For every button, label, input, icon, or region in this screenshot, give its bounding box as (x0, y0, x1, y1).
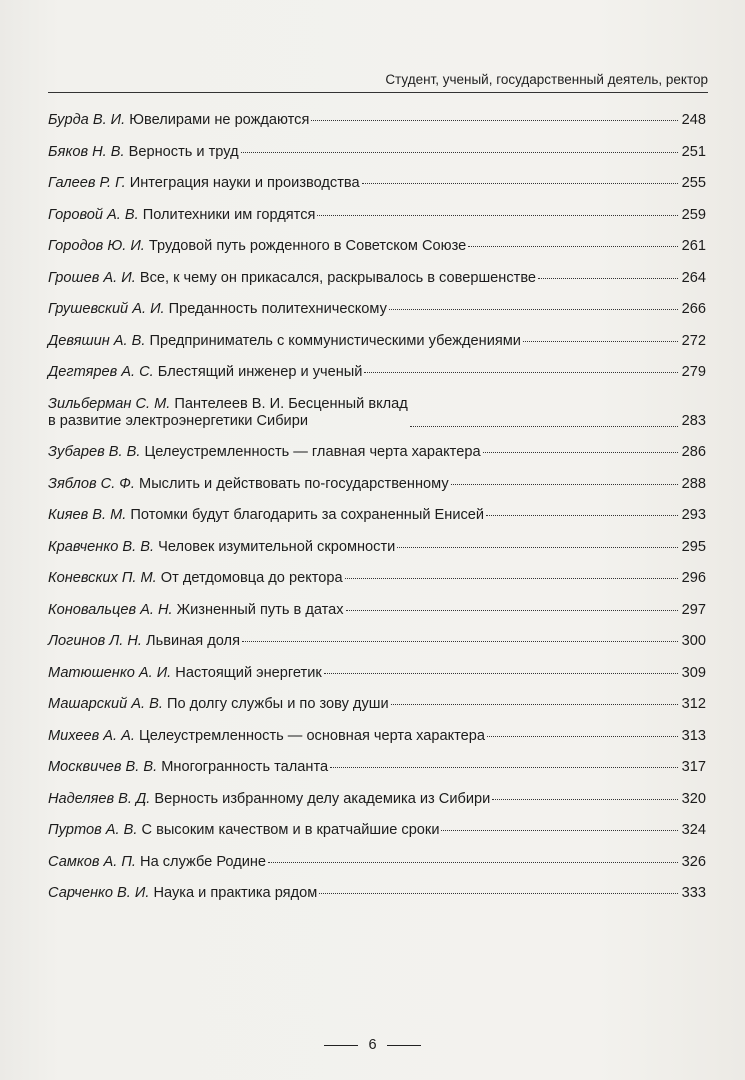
toc-title: Интеграция науки и производства (129, 175, 360, 191)
toc-page-number: 259 (681, 206, 706, 223)
toc-entry[interactable] (48, 633, 706, 650)
toc-page-number: 272 (681, 332, 706, 349)
toc-page-number: 251 (681, 143, 706, 160)
toc-title-continued: в развитие электроэнергетики Сибири (48, 412, 308, 429)
table-of-contents (48, 112, 706, 917)
toc-author: Городов Ю. И. (48, 238, 145, 254)
toc-author: Грушевский А. И. (48, 301, 165, 317)
toc-title: Львиная доля (146, 633, 240, 649)
leader-dots (410, 426, 678, 427)
toc-title: По долгу службы и по зову души (166, 696, 389, 712)
leader-dots (345, 578, 678, 579)
toc-author: Кияев В. М. (48, 507, 127, 523)
toc-entry[interactable] (48, 570, 706, 587)
page-footer (0, 1037, 745, 1053)
toc-title: Человек изумительной скромности (158, 538, 396, 555)
toc-title: Верность и труд (128, 143, 239, 160)
toc-title: Мыслить и действовать по-государственному (139, 475, 449, 492)
toc-author: Бяков Н. В. (48, 143, 125, 160)
toc-page-number: 333 (681, 885, 706, 901)
toc-title: Целеустремленность — основная черта характера (139, 727, 486, 744)
leader-dots (523, 341, 678, 342)
toc-entry[interactable] (48, 301, 706, 318)
toc-page-number: 286 (681, 444, 706, 460)
toc-page-number: 296 (681, 570, 706, 586)
running-head: Студент, ученый, государственный деятель, ректор (385, 72, 708, 87)
toc-author: Коновальцев А. Н. (48, 601, 173, 618)
toc-title: Преданность политехническому (168, 301, 387, 317)
leader-dots (538, 278, 678, 279)
toc-author: Машарский А. В. (48, 696, 163, 712)
toc-page-number: 293 (681, 507, 706, 523)
leader-dots (364, 372, 677, 373)
leader-dots (486, 515, 678, 516)
leader-dots (391, 704, 678, 705)
leader-dots (451, 484, 678, 485)
toc-page-number: 312 (681, 696, 706, 712)
toc-page-number: 324 (681, 822, 706, 838)
toc-author: Москвичев В. В. (48, 759, 158, 775)
toc-page-number: 317 (681, 759, 706, 775)
toc-title: С высоким качеством и в кратчайшие сроки (141, 822, 440, 838)
leader-dots (397, 547, 677, 548)
toc-entry[interactable] (48, 207, 706, 224)
toc-entry[interactable] (48, 238, 706, 255)
toc-page-number: 300 (681, 633, 706, 649)
toc-title: Трудовой путь рожденного в Советском Союзе (148, 238, 467, 254)
header-rule (48, 92, 708, 93)
toc-page-number: 261 (681, 238, 706, 254)
toc-page-number: 309 (681, 664, 706, 681)
footer-dash-left (324, 1045, 358, 1046)
toc-author: Пуртов А. В. (48, 822, 138, 838)
leader-dots (268, 862, 678, 863)
toc-author: Кравченко В. В. (48, 538, 155, 555)
toc-title: Настоящий энергетик (175, 664, 322, 681)
toc-entry[interactable] (48, 112, 706, 129)
footer-page-number: 6 (368, 1037, 377, 1053)
toc-author: Матюшенко А. И. (48, 664, 172, 681)
toc-title: Наука и практика рядом (153, 885, 318, 901)
toc-entry[interactable] (48, 885, 706, 902)
toc-title: Блестящий инженер и ученый (157, 364, 363, 380)
toc-author: Самков А. П. (48, 853, 136, 870)
toc-entry[interactable] (48, 665, 706, 682)
toc-title: Пантелеев В. И. Бесценный вклад (174, 395, 408, 412)
toc-page-number: 264 (681, 269, 706, 286)
leader-dots (346, 610, 678, 611)
leader-dots (389, 309, 678, 310)
toc-author: Михеев А. А. (48, 727, 135, 744)
toc-title: Политехники им гордятся (142, 206, 316, 223)
toc-author: Зяблов С. Ф. (48, 475, 135, 492)
toc-entry[interactable] (48, 144, 706, 161)
toc-title: Жизненный путь в датах (176, 601, 344, 618)
toc-entry[interactable] (48, 507, 706, 524)
toc-author: Горовой А. В. (48, 206, 139, 223)
leader-dots (324, 673, 678, 674)
toc-author: Сарченко В. И. (48, 885, 150, 901)
toc-entry[interactable] (48, 396, 706, 430)
toc-entry[interactable] (48, 364, 706, 381)
toc-entry[interactable] (48, 728, 706, 745)
toc-page-number: 255 (681, 175, 706, 191)
toc-entry[interactable] (48, 822, 706, 839)
toc-page-number: 248 (681, 112, 706, 128)
toc-author: Галеев Р. Г. (48, 175, 126, 191)
leader-dots (441, 830, 677, 831)
toc-entry[interactable] (48, 696, 706, 713)
toc-author: Зильберман С. М. (48, 395, 171, 412)
toc-author: Девяшин А. В. (48, 332, 146, 349)
toc-title: Потомки будут благодарить за сохраненный Енисей (130, 507, 485, 523)
toc-entry[interactable] (48, 444, 706, 461)
toc-author: Логинов Л. Н. (48, 633, 142, 649)
footer-dash-right (387, 1045, 421, 1046)
leader-dots (317, 215, 677, 216)
toc-page-number: 279 (681, 364, 706, 380)
toc-entry[interactable] (48, 539, 706, 556)
toc-entry[interactable] (48, 759, 706, 776)
toc-title: От детдомовца до ректора (160, 570, 343, 586)
toc-title: Верность избранному делу академика из Сибири (154, 790, 491, 807)
toc-entry[interactable] (48, 602, 706, 619)
toc-title: На службе Родине (140, 853, 267, 870)
toc-page-number: 295 (681, 538, 706, 555)
toc-author: Дегтярев А. С. (48, 364, 154, 380)
toc-title: Многогранность таланта (161, 759, 329, 775)
toc-entry[interactable] (48, 175, 706, 192)
toc-page-number: 297 (681, 601, 706, 618)
leader-dots (468, 246, 677, 247)
toc-entry[interactable] (48, 333, 706, 350)
toc-page-number: 266 (681, 301, 706, 317)
toc-title: Ювелирами не рождаются (129, 112, 310, 128)
toc-entry[interactable] (48, 476, 706, 493)
toc-title: Все, к чему он прикасался, раскрывалось в совершенстве (139, 269, 537, 286)
toc-page-number: 320 (681, 790, 706, 807)
leader-dots (492, 799, 677, 800)
toc-author: Бурда В. И. (48, 112, 126, 128)
toc-page-number: 288 (681, 475, 706, 492)
leader-dots (311, 120, 677, 121)
toc-entry[interactable] (48, 270, 706, 287)
toc-entry[interactable] (48, 791, 706, 808)
toc-page-number: 283 (681, 412, 706, 429)
toc-author: Грошев А. И. (48, 269, 136, 286)
leader-dots (487, 736, 678, 737)
toc-title: Предприниматель с коммунистическими убеждениями (149, 332, 521, 349)
toc-page-number: 313 (681, 727, 706, 744)
toc-author: Зубарев В. В. (48, 444, 141, 460)
leader-dots (483, 452, 678, 453)
toc-author: Наделяев В. Д. (48, 790, 151, 807)
leader-dots (319, 893, 677, 894)
leader-dots (362, 183, 678, 184)
leader-dots (330, 767, 678, 768)
leader-dots (241, 152, 678, 153)
leader-dots (242, 641, 678, 642)
toc-title: Целеустремленность — главная черта характера (144, 444, 481, 460)
toc-entry[interactable] (48, 854, 706, 871)
toc-author: Коневских П. М. (48, 570, 157, 586)
toc-page-number: 326 (681, 853, 706, 870)
